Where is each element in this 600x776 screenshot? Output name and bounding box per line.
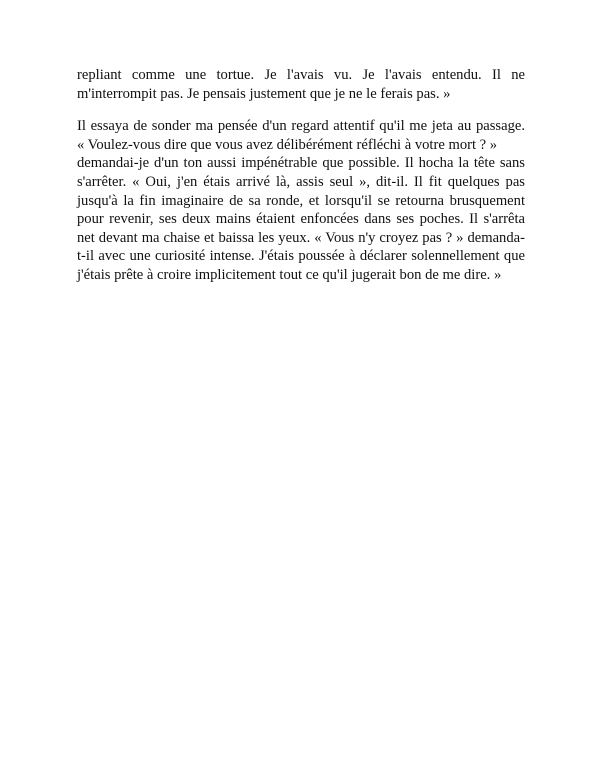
text-line: Il essaya de sonder ma pensée d'un regard attentif qu'il me jeta au passage. (77, 118, 525, 135)
text-line: pour revenir, ses deux mains étaient enfoncées dans ses poches. Il s'arrêta (77, 211, 525, 228)
text-line: demandai-je d'un ton aussi impénétrable que possible. Il hocha la tête sans (77, 155, 525, 172)
text-line: repliant comme une tortue. Je l'avais vu. Je l'avais entendu. Il ne (77, 67, 525, 83)
text-line: m'interrompit pas. Je pensais justement que je ne le ferais pas. » (77, 85, 451, 102)
text-line: « Voulez-vous dire que vous avez délibérément réfléchi à votre mort ? » (77, 136, 498, 153)
body-text (77, 66, 525, 285)
text-line: s'arrêter. « Oui, j'en étais arrivé là, assis seul », dit-il. Il fit quelques pas (77, 173, 525, 190)
text-line: jusqu'à la fin imaginaire de sa ronde, et lorsqu'il se retourna brusquement (77, 192, 525, 209)
paragraph (77, 117, 525, 284)
text-line: j'étais prête à croire implicitement tout ce qu'il jugerait bon de me dire. » (77, 266, 502, 283)
text-line: t-il avec une curiosité intense. J'étais poussée à déclarer solennellement que (77, 248, 525, 265)
text-line: net devant ma chaise et baissa les yeux. « Vous n'y croyez pas ? » demanda- (77, 229, 525, 246)
paragraph (77, 66, 525, 103)
